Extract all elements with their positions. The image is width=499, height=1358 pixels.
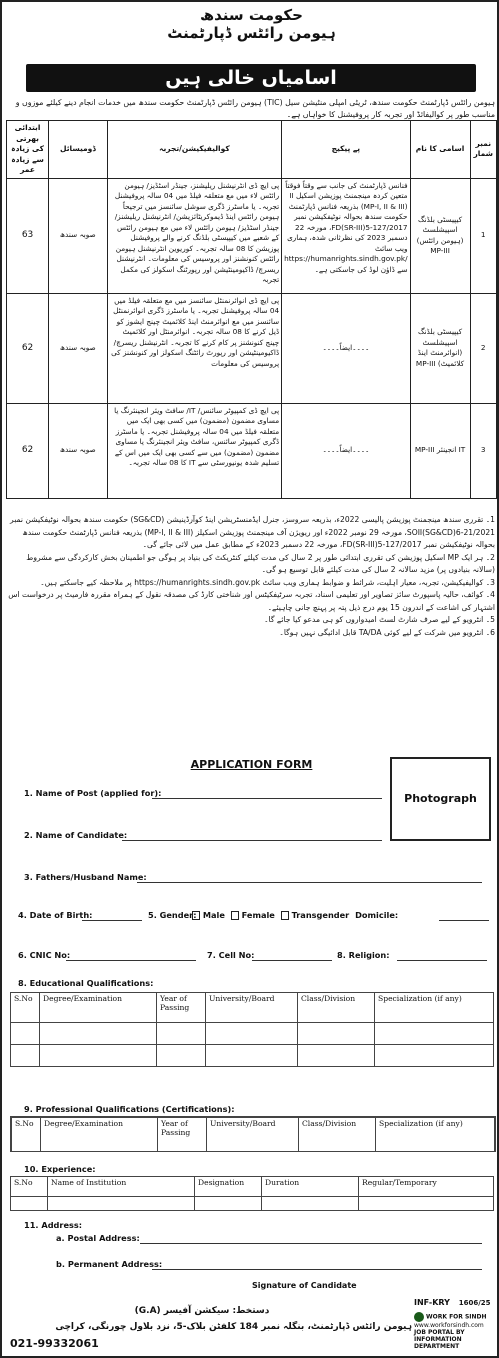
- education-table: [10, 992, 494, 1067]
- notes-list: [8, 514, 495, 639]
- intro-text: ہیومن رائٹس ڈپارٹمنٹ حکومت سندھ، ٹریٹی امپلی منٹیشن سیل (TIC) ہیومن رائٹس ڈپارٹمنٹ حکومت سندھ میں خدمات انجام دینے کیلئے موزوں و مناسب طور پر کوالیفائڈ اور تجربہ کار پروفیشنل کا خواہاں ہے۔: [15, 98, 495, 119]
- prof-col-degree: Degree/Examination: [41, 1118, 158, 1152]
- row-domicile: صوبہ سندھ: [49, 403, 107, 498]
- vacancy-banner: اسامیاں خالی ہیں: [26, 64, 476, 92]
- professional-table: [10, 1116, 496, 1152]
- exp-col-duration: Duration: [262, 1177, 359, 1197]
- cell-field[interactable]: [252, 960, 332, 961]
- female-label: Female: [241, 910, 275, 920]
- photograph-box: Photograph: [390, 757, 491, 841]
- row-age: 63: [7, 178, 49, 293]
- candidate-name-field[interactable]: [122, 840, 382, 841]
- header-qualification: کوالیفیکیشن/تجربہ: [107, 121, 282, 179]
- postal-address-field[interactable]: [140, 1243, 482, 1244]
- logo-url: www.workforsindh.com: [414, 1322, 484, 1329]
- row-no: 2: [470, 293, 497, 403]
- address-title: 11. Address:: [24, 1220, 83, 1230]
- header-no: نمبر شمار: [470, 121, 497, 179]
- table-row[interactable]: [11, 1023, 494, 1045]
- permanent-address-field[interactable]: [152, 1269, 482, 1270]
- jobs-table-header: [7, 121, 497, 179]
- row-qualification: پی ایچ ڈی انوائرنمنٹل سائنسز میں مع متعلقہ فیلڈ میں 04 سالہ پروفیشنل تجربہ۔ یا ماسٹرز ڈگری انوائرنمنٹل سائنسز میں مع انوائرمنٹ اینڈ کلائمیٹ چینج ایشوز کو ڈیل کرنے کا 08 سالہ تجربہ۔ انوائرمنٹل اور کلائمیٹ چینج کنونشنز پر کام کرنے کا تجربہ۔ انٹرنیشنل ریسرچ/ ڈاکیومینٹیشن اور رپورٹ رائٹنگ اسکولز اور کنونشنز کی پروسیس کی معلومات: [107, 293, 282, 403]
- table-row[interactable]: [11, 1197, 494, 1211]
- logo-portal: JOB PORTAL BY: [414, 1329, 465, 1336]
- row-post: کیپیسٹی بلڈنگ اسپیشلسٹ (انوائرمنٹ اینڈ کلائمیٹ) MP-III: [410, 293, 470, 403]
- header-pay: پے پیکیج: [282, 121, 410, 179]
- dob-field[interactable]: [82, 920, 142, 921]
- edu-col-university: University/Board: [206, 993, 298, 1023]
- header-post: اسامی کا نام: [410, 121, 470, 179]
- row-domicile: صوبہ سندھ: [49, 178, 107, 293]
- edu-col-sno: S.No: [11, 993, 40, 1023]
- edu-col-specialization: Specialization (if any): [375, 993, 494, 1023]
- section-officer: دستخط: سیکشن آفیسر (G.A): [134, 1306, 270, 1316]
- prof-title: 9. Professional Qualifications (Certifications):: [24, 1104, 235, 1114]
- pay-tail: سے ڈاؤن لوڈ کی جاسکتی ہے۔: [314, 264, 408, 274]
- work-for-sindh-logo: [414, 1312, 494, 1350]
- note-item: 5۔ انٹرویو کے لیے صرف شارٹ لسٹ امیدواروں کو ہی مدعو کیا جائے گا۔: [264, 615, 495, 624]
- female-checkbox[interactable]: [231, 911, 239, 920]
- row-pay: ۔۔۔۔ایضاً۔۔۔۔: [282, 403, 410, 498]
- religion-label: 8. Religion:: [337, 950, 390, 960]
- logo-dept: INFORMATION DEPARTMENT: [414, 1336, 462, 1350]
- department-title: ہیومن رائٹس ڈپارٹمنٹ: [167, 24, 336, 42]
- table-row[interactable]: [11, 1045, 494, 1067]
- cnic-field[interactable]: [66, 960, 196, 961]
- row-age: 62: [7, 293, 49, 403]
- exp-title: 10. Experience:: [24, 1164, 96, 1174]
- row-pay: ۔۔۔۔ایضاً۔۔۔۔: [282, 293, 410, 403]
- note-item: 2۔ ہر ایک MP اسکیل پوزیشن کی تقرری ابتدائی طور پر 2 سال کی مدت کیلئے کنٹریکٹ کی بنیاد پر ہوگی جو اطمینان بخش کارکردگی سے مشروط (سالانہ بنیادوں پر) مزید سالانہ 2 سال کی مدت کیلئے قابل توسیع ہو گی۔: [26, 552, 495, 574]
- row-domicile: صوبہ سندھ: [49, 293, 107, 403]
- department-address: ہیومن رائٹس ڈپارٹمنٹ، بنگلہ نمبر 184 کلفٹن بلاک-5، نزد بلاول چورنگی، کراچی: [55, 1322, 412, 1332]
- note-item: 6۔ انٹرویو میں شرکت کے لیے کوئی TA/DA قابل ادائیگی نہیں ہوگا۔: [279, 627, 495, 637]
- edu-col-degree: Degree/Examination: [40, 993, 157, 1023]
- note-item: 1۔ تقرری سندھ مینجمنٹ پوزیشن پالیسی 2022ء، بذریعہ سروسز، جنرل ایڈمنسٹریشن اینڈ کوآرڈینیشن (SG&CD) حکومت سندھ بحوالہ نوٹیفکیشن نمبر SOII(SG&CD)6-21/2021، مورخہ 29 نومبر 2022ء اور ریویژن آف مینجمنٹ پوزیشن اسکیلز (MP-I, II & III) بذریعہ فنانس ڈپارٹمنٹ حکومت سندھ بحوالہ نوٹیفکیشن نمبر FD(SR-III)5-127/2017، مورخہ 22 دسمبر 2023ء کے مطابق عمل میں لائی جائے گی۔: [10, 515, 495, 549]
- pay-text: فنانس ڈپارٹمنٹ کی جانب سے وقتاً فوقتاً متعین کردہ مینجمنٹ پوزیشن اسکیل II (MP-I, II & III) بذریعہ فنانس ڈپارٹمنٹ حکومت سندھ بحوالہ نوٹیفکیشن نمبر FD(SR-III)5-127/2017، مورخہ 22 دسمبر 2023 کی نظرثانی شدہ، ہماری ویب سائٹ: [285, 180, 408, 253]
- note-item: 4۔ کوائف، حالیہ پاسپورٹ سائز تصاویر اور تعلیمی اسناد، تجربہ سرٹیفکیٹس اور شناختی کارڈ کی مصدقہ نقول کے ہمراہ مقررہ فارمیٹ پر درخواست اس اشتہار کی اشاعت کے اندرون 15 یوم درج ذیل پتہ پر پہنچ جانی چاہیئے۔: [8, 590, 495, 612]
- pay-url[interactable]: https://humanrights.sindh.gov.pk/: [284, 254, 408, 263]
- name-of-post-field[interactable]: [152, 798, 382, 799]
- prof-col-specialization: Specialization (if any): [376, 1118, 495, 1152]
- row-qualification: پی ایچ ڈی کمپیوٹر سائنس/ IT/ سافٹ ویئر انجینئرنگ یا مساوی مضمون (مضمون) میں کسی بھی ایک میں متعلقہ فیلڈ میں 04 سالہ پروفیشنل تجربہ۔ یا ماسٹرز ڈگری کمپیوٹر سائنس، سافٹ ویئر انجینئرنگ یا مساوی مضمون (مضمون) میں سے کسی بھی ایک میں اس کے تسلیم شدہ یونیورسٹی سے IT کا 08 سالہ تجربہ۔: [107, 403, 282, 498]
- note-item: 3۔ کوالیفیکیشن، تجربہ، معیار اہلیت، شرائط و ضوابط ہماری ویب سائٹ https://humanrights.sindh.gov.pk پر ملاحظہ کیے جاسکتے ہیں۔: [40, 577, 495, 587]
- prof-col-year: Year of Passing: [158, 1118, 207, 1152]
- exp-col-sno: S.No: [11, 1177, 48, 1197]
- edu-col-class: Class/Division: [298, 993, 375, 1023]
- prof-col-university: University/Board: [207, 1118, 299, 1152]
- name-of-post-label: 1. Name of Post (applied for):: [24, 788, 162, 798]
- transgender-label: Transgender: [291, 910, 350, 920]
- table-row: [7, 178, 497, 293]
- header-domicile: ڈومیسائل: [49, 121, 107, 179]
- male-label: Male: [202, 910, 225, 920]
- table-row: [7, 293, 497, 403]
- row-post: کیپیسٹی بلڈنگ اسپیشلسٹ (ہیومن رائٹس) MP-III: [410, 178, 470, 293]
- inf-number: 1606/25: [458, 1299, 491, 1307]
- phone-number: 021-99332061: [10, 1337, 99, 1350]
- row-post: IT انجینئر MP-III: [410, 403, 470, 498]
- religion-field[interactable]: [397, 960, 487, 961]
- father-name-field[interactable]: [137, 882, 482, 883]
- exp-col-designation: Designation: [195, 1177, 262, 1197]
- sindh-emblem-icon: [414, 1312, 424, 1322]
- domicile-label: Domicile:: [355, 910, 399, 920]
- header-age: ابتدائی بھرتی کی زیادہ سے زیادہ عمر: [7, 121, 49, 179]
- inf-code-text: INF-KRY: [414, 1298, 450, 1307]
- gender-options: [192, 910, 398, 920]
- row-no: 3: [470, 403, 497, 498]
- govt-title: حکومت سندھ: [200, 6, 303, 24]
- cnic-label: 6. CNIC No:: [18, 950, 71, 960]
- candidate-name-label: 2. Name of Candidate:: [24, 830, 128, 840]
- experience-table: [10, 1176, 494, 1211]
- signature-label: Signature of Candidate: [252, 1281, 357, 1290]
- domicile-field[interactable]: [439, 920, 489, 921]
- gender-label: 5. Gender:: [148, 910, 197, 920]
- permanent-address-label: b. Permanent Address:: [56, 1259, 163, 1269]
- row-age: 62: [7, 403, 49, 498]
- prof-col-class: Class/Division: [299, 1118, 376, 1152]
- row-qualification: پی ایچ ڈی انٹرنیشنل ریلیشنز، جینڈر اسٹڈیز/ ہیومن رائٹس لاء میں مع متعلقہ فیلڈ میں 04 سالہ پروفیشنل تجربہ۔ یا ماسٹرز ڈگری سوشل سائنسز میں ترجیحاً ہیومن رائٹس اینڈ ڈیموکریٹائزیشن/ انٹرنیشنل ریلیشنز/ جینڈر اسٹڈیز/ ہیومن رائٹس لاء میں مع ہیومن رائٹس کے شعبے میں کیپیسٹی بلڈنگ کرنے والے پروفیشنل پوزیشن کا 08 سالہ تجربہ۔ کوریوین انٹرنیشنل ہیومن رائٹس کنونشنز اور پروسیس کی معلومات۔ انٹرنیشنل ریسرچ/ ڈاکیومینٹیشن اور رپورٹنگ اسکولز کی مکمل تجربہ: [107, 178, 282, 293]
- inf-code: [414, 1298, 491, 1307]
- professional-table-grid: [11, 1117, 495, 1152]
- edu-col-year: Year of Passing: [157, 993, 206, 1023]
- row-pay: [282, 178, 410, 293]
- father-name-label: 3. Fathers/Husband Name:: [24, 872, 147, 882]
- postal-address-label: a. Postal Address:: [56, 1233, 140, 1243]
- prof-col-sno: S.No: [12, 1118, 41, 1152]
- table-row: [7, 403, 497, 498]
- jobs-table: [6, 120, 497, 499]
- row-no: 1: [470, 178, 497, 293]
- application-form-title: APPLICATION FORM: [190, 758, 313, 771]
- logo-title: WORK FOR SINDH: [426, 1313, 487, 1321]
- cell-label: 7. Cell No:: [207, 950, 255, 960]
- dob-label: 4. Date of Birth:: [18, 910, 93, 920]
- exp-col-regular: Regular/Temporary: [359, 1177, 494, 1197]
- edu-title: 8. Educational Qualifications:: [18, 978, 154, 988]
- transgender-checkbox[interactable]: [281, 911, 289, 920]
- male-checkbox[interactable]: [192, 911, 200, 920]
- exp-col-institution: Name of Institution: [48, 1177, 195, 1197]
